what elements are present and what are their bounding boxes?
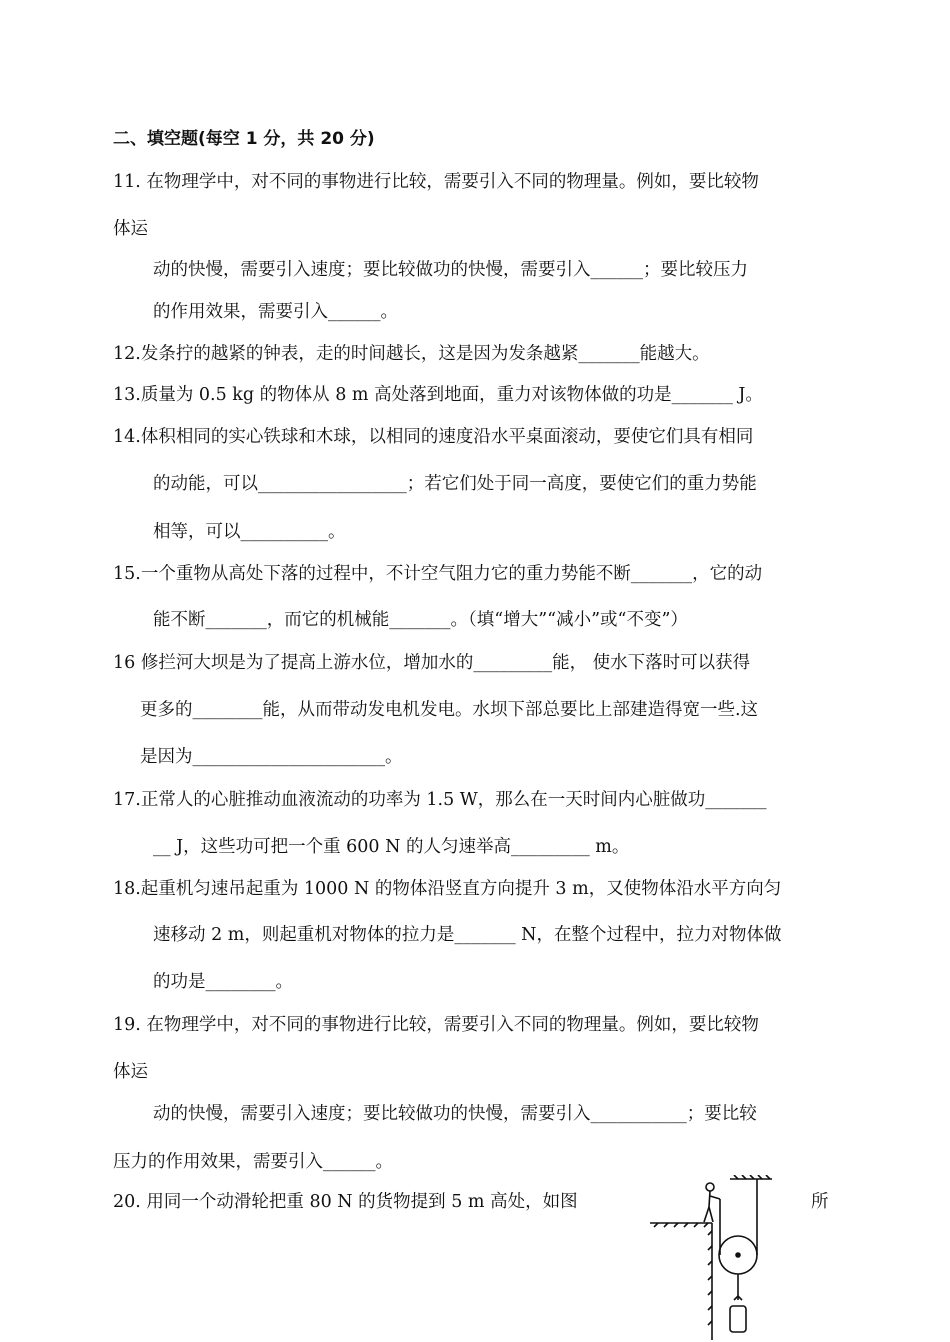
q11-line-4: 的作用效果，需要引入______。 (153, 302, 398, 322)
pulley-figure (648, 1175, 772, 1340)
q16-line-3: 是因为______________________。 (140, 747, 403, 767)
q12-line-1: 12.发条拧的越紧的钟表，走的时间越长，这是因为发条越紧_______能越大。 (113, 344, 710, 364)
q16-line-1: 16 修拦河大坝是为了提高上游水位，增加水的_________能， 使水下落时可以获得 (113, 653, 751, 673)
q18-line-2: 速移动 2 m，则起重机对物体的拉力是_______ N，在整个过程中，拉力对物体做 (153, 925, 782, 945)
q14-line-1: 14.体积相同的实心铁球和木球，以相同的速度沿水平桌面滚动，要使它们具有相同 (113, 427, 754, 447)
q13-line-1: 13.质量为 0.5 kg 的物体从 8 m 高处落到地面，重力对该物体做的功是_______ J。 (113, 385, 763, 405)
q20-line-1: 20. 用同一个动滑轮把重 80 N 的货物提到 5 m 高处，如图 (113, 1192, 578, 1212)
q17-line-1: 17.正常人的心脏推动血液流动的功率为 1.5 W，那么在一天时间内心脏做功_______ (113, 790, 767, 810)
q11-line-1: 11. 在物理学中，对不同的事物进行比较，需要引入不同的物理量。例如，要比较物 (113, 172, 759, 192)
q20-line-1-end: 所 (811, 1192, 829, 1212)
q17-line-2: __ J，这些功可把一个重 600 N 的人匀速举高_________ m。 (153, 837, 630, 857)
q19-line-1: 19. 在物理学中，对不同的事物进行比较，需要引入不同的物理量。例如，要比较物 (113, 1015, 759, 1035)
q19-line-4: 压力的作用效果，需要引入______。 (113, 1152, 393, 1172)
q18-line-1: 18.起重机匀速吊起重为 1000 N 的物体沿竖直方向提升 3 m，又使物体沿水平方向匀 (113, 879, 782, 899)
section-title: 二、填空题(每空 1 分，共 20 分) (113, 129, 375, 149)
q14-line-2: 的动能，可以_________________；若它们处于同一高度，要使它们的重力势能 (153, 474, 757, 494)
q15-line-2: 能不断_______，而它的机械能_______。（填“增大”“减小”或“不变”） (153, 610, 688, 630)
q16-line-2: 更多的________能，从而带动发电机发电。水坝下部总要比上部建造得宽一些.这 (140, 700, 759, 720)
q11-line-3: 动的快慢，需要引入速度；要比较做功的快慢，需要引入______；要比较压力 (153, 260, 748, 280)
q19-line-3: 动的快慢，需要引入速度；要比较做功的快慢，需要引入___________；要比较 (153, 1104, 757, 1124)
q18-line-3: 的功是________。 (153, 972, 293, 992)
q19-line-2: 体运 (113, 1062, 148, 1082)
q15-line-1: 15.一个重物从高处下落的过程中，不计空气阻力它的重力势能不断_______，它的动 (113, 564, 763, 584)
q14-line-3: 相等，可以__________。 (153, 522, 346, 542)
q11-line-2: 体运 (113, 219, 148, 239)
